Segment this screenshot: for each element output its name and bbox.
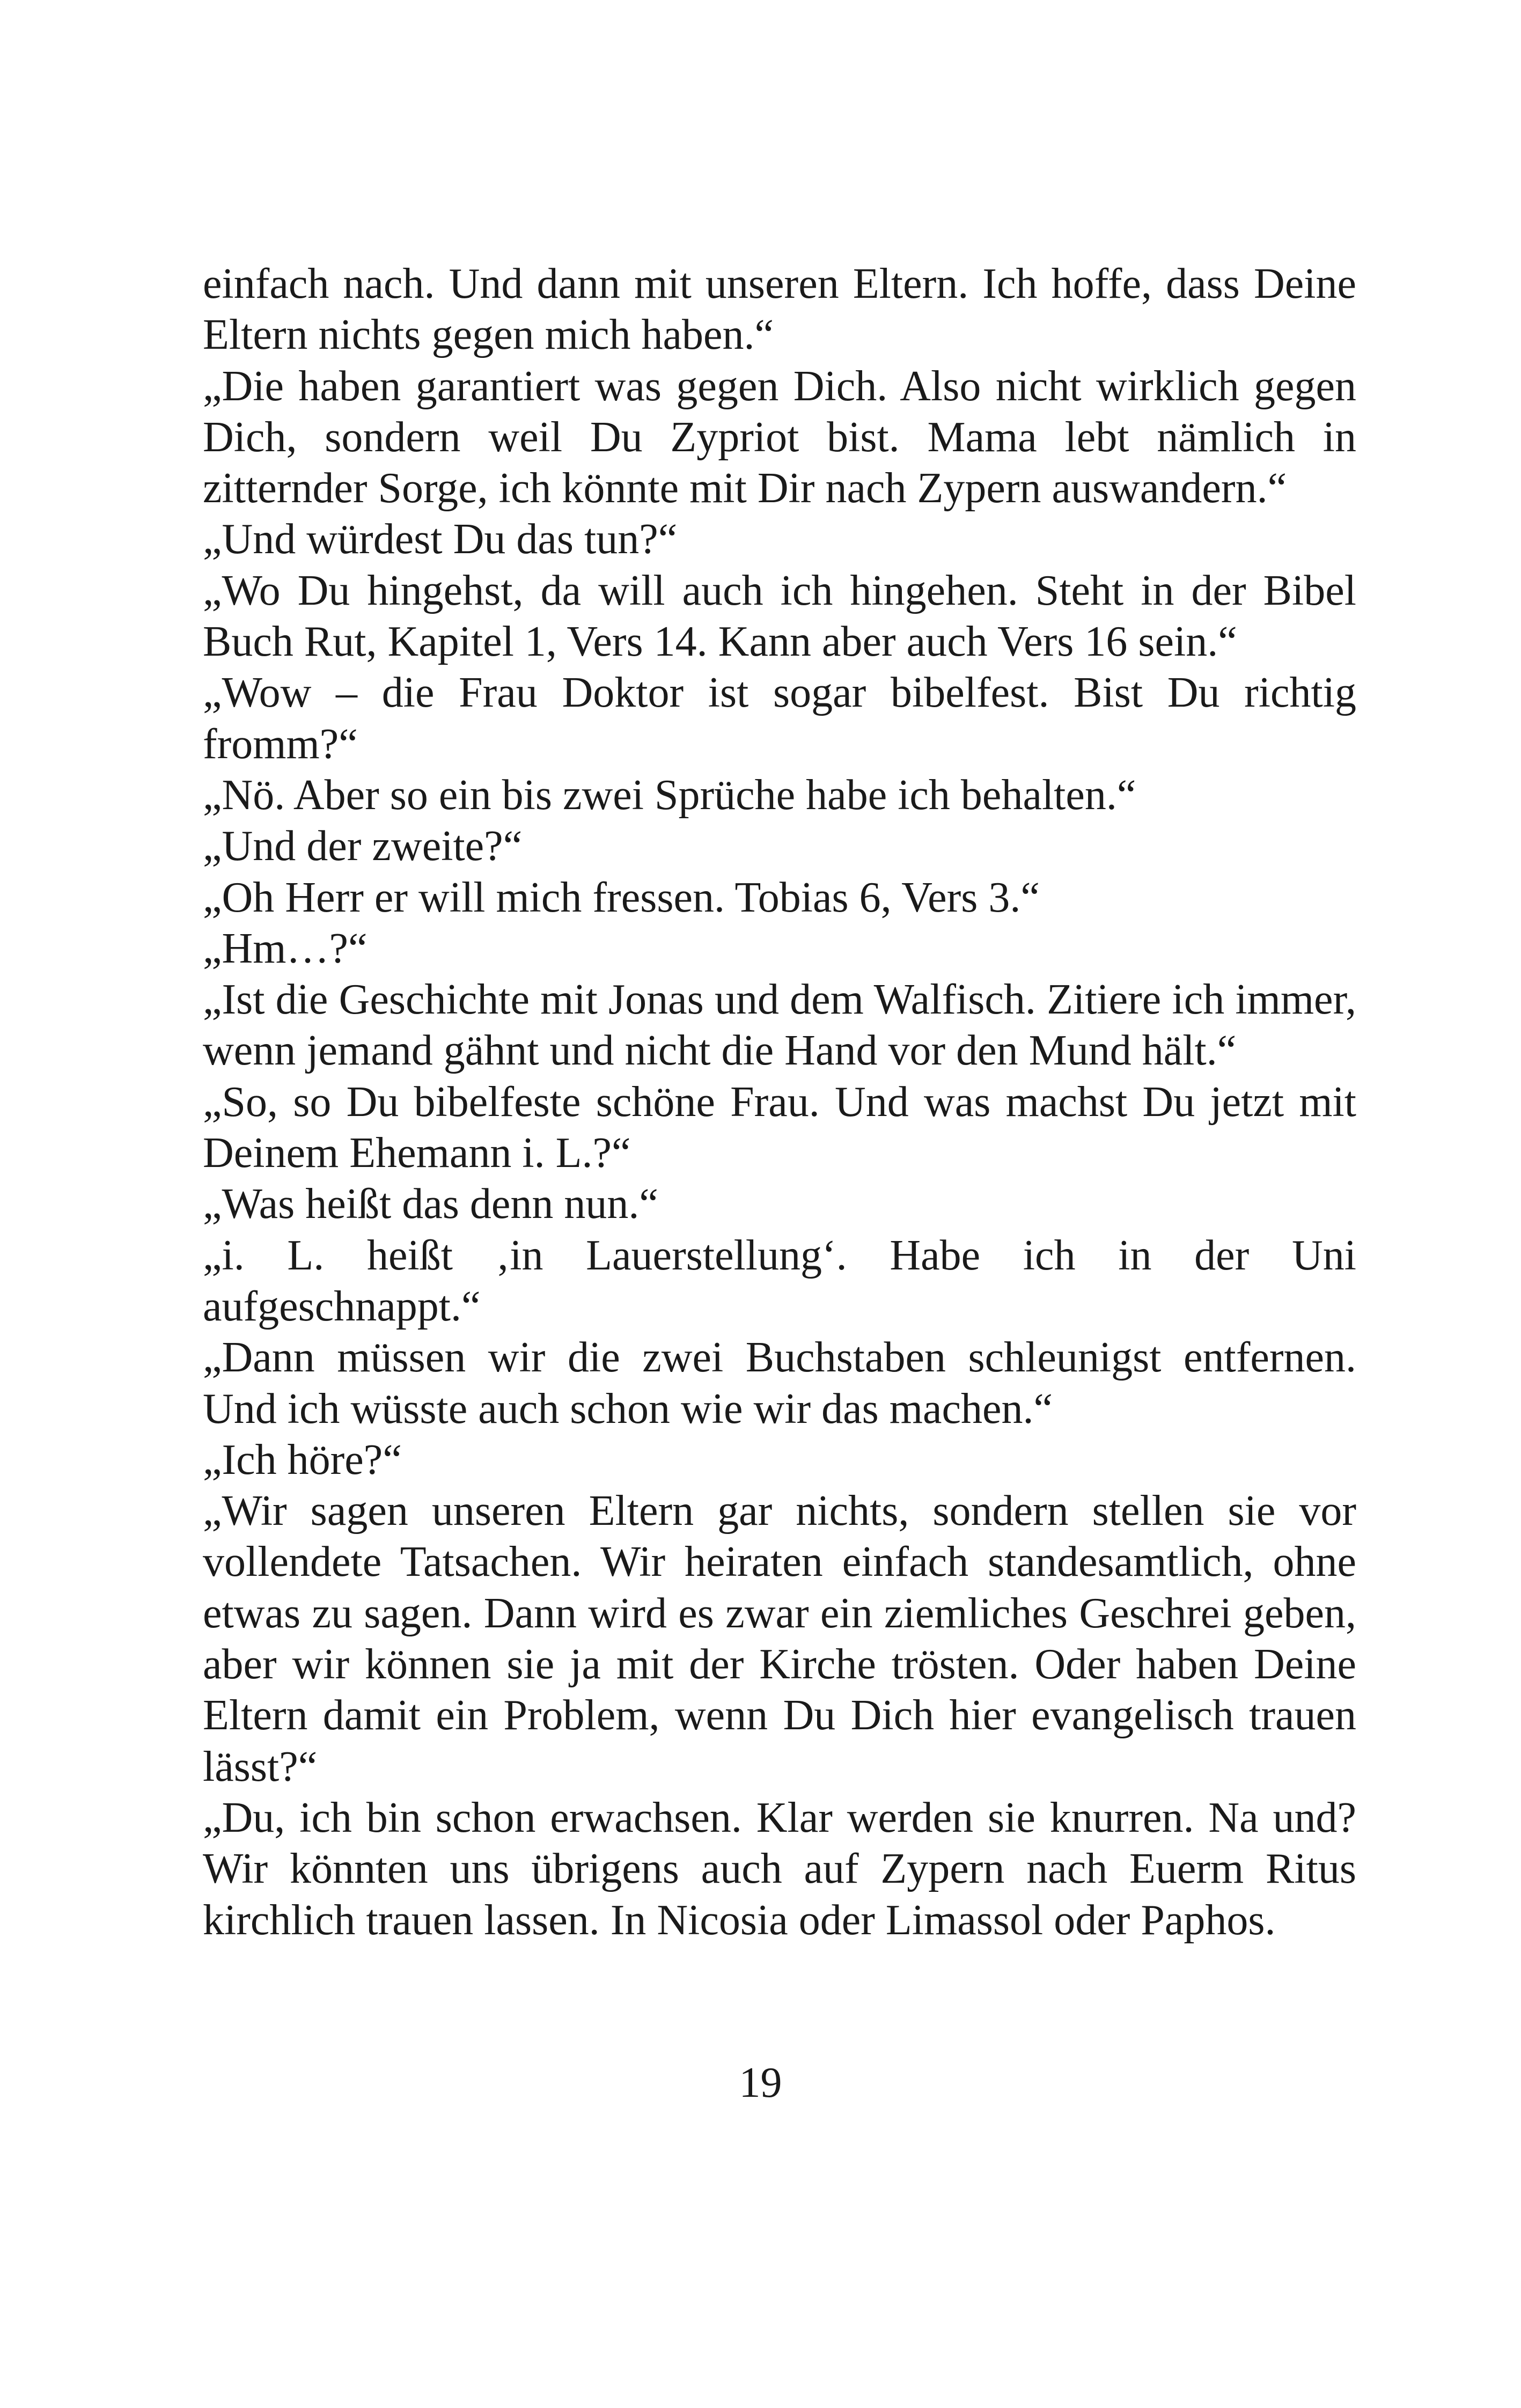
paragraph: „Ich höre?“ — [203, 1436, 402, 1484]
paragraph: „Ist die Geschichte mit Jonas und dem Walfisch. Zitiere ich immer, wenn jemand gähnt und nicht die Hand vor den Mund hält.“ — [203, 976, 1356, 1075]
paragraph: „So, so Du bibelfeste schöne Frau. Und was machst Du jetzt mit Deinem Ehemann i. L.?“ — [203, 1078, 1356, 1177]
paragraph: „Wo Du hingehst, da will auch ich hingehen. Steht in der Bibel Buch Rut, Kapitel 1, Vers 14. Kann aber auch Vers 16 sein.“ — [203, 567, 1356, 666]
paragraph: „i. L. heißt ‚in Lauerstellung‘. Habe ich in der Uni aufgeschnappt.“ — [203, 1231, 1356, 1330]
page-number: 19 — [739, 2059, 782, 2106]
paragraph: „Nö. Aber so ein bis zwei Sprüche habe ich behalten.“ — [203, 771, 1136, 819]
paragraph: „Du, ich bin schon erwachsen. Klar werden sie knurren. Na und? Wir könnten uns übrigens auch auf Zypern nach Euerm Ritus kirchlich trauen lassen. In Nicosia oder Limassol oder Paphos. — [203, 1794, 1356, 1944]
paragraph: „Und würdest Du das tun?“ — [203, 516, 678, 563]
paragraph: „Hm…?“ — [203, 924, 368, 972]
paragraph: „Was heißt das denn nun.“ — [203, 1180, 658, 1228]
paragraph: „Dann müssen wir die zwei Buchstaben schleunigst entfernen. Und ich wüsste auch schon wie wir das machen.“ — [203, 1334, 1356, 1433]
paragraph: „Wir sagen unseren Eltern gar nichts, sondern stellen sie vor vollendete Tatsachen. Wir heiraten einfach standesamtlich, ohne etwas zu sagen. Dann wird es zwar ein ziemliches Geschrei geben, aber wir können sie ja mit der Kirche trösten. Oder haben Deine Eltern damit ein Problem, wenn Du Dich hier evangelisch trauen lässt?“ — [203, 1487, 1356, 1790]
paragraph: „Oh Herr er will mich fressen. Tobias 6, Vers 3.“ — [203, 873, 1040, 921]
body-text — [203, 259, 1356, 1946]
paragraph: einfach nach. Und dann mit unseren Eltern. Ich hoffe, dass Deine Eltern nichts gegen mich haben.“ — [203, 260, 1356, 359]
paragraph: „Die haben garantiert was gegen Dich. Also nicht wirklich gegen Dich, sondern weil Du Zypriot bist. Mama lebt nämlich in zitternder Sorge, ich könnte mit Dir nach Zypern auswandern.“ — [203, 362, 1356, 512]
paragraph: „Und der zweite?“ — [203, 823, 523, 870]
paragraph: „Wow – die Frau Doktor ist sogar bibelfest. Bist Du richtig fromm?“ — [203, 669, 1356, 768]
